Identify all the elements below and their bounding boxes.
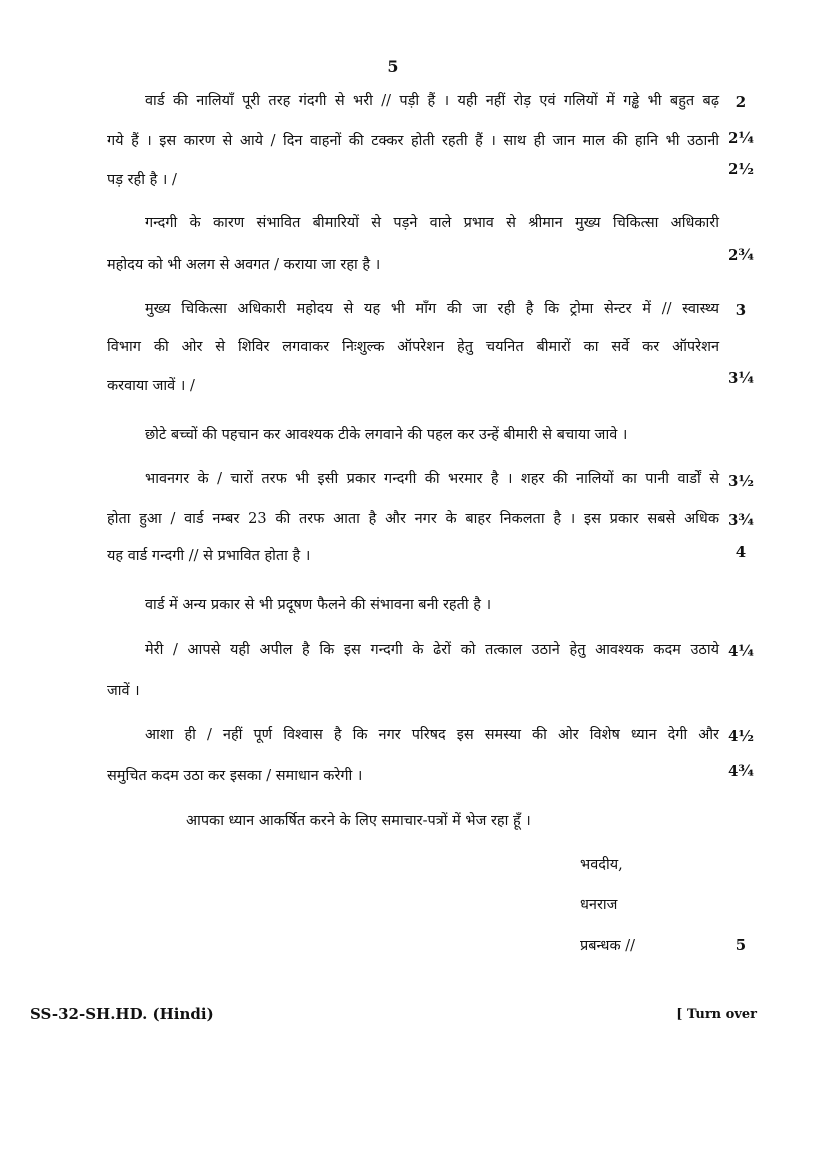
paragraph-1-line-1: वार्ड की नालियाँ पूरी तरह गंदगी से भरी // पड़ी हैं । यही नहीं रोड़ एवं गलियों में गड्ढे भी बहुत बढ़ [145,93,719,109]
paragraph-6-line-1: वार्ड में अन्य प्रकार से भी प्रदूषण फैलने की संभावना बनी रहती है । [145,597,492,613]
paragraph-3-line-1: मुख्य चिकित्सा अधिकारी महोदय से यह भी माँग की जा रही है कि ट्रोमा सेन्टर में // स्वास्थ्य [145,301,719,317]
mark: 3 [735,301,747,319]
paragraph-3-line-3: करवाया जावें । / [107,378,195,394]
paragraph-5-line-2: होता हुआ / वार्ड नम्बर 23 की तरफ आता है और नगर के बाहर निकलता है । इस प्रकार सबसे अधिक [107,511,719,527]
mark: 4¼ [727,642,755,660]
paragraph-3-line-2: विभाग की ओर से शिविर लगवाकर निःशुल्क ऑपरेशन हेतु चयनित बीमारों का सर्वे कर ऑपरेशन [107,339,719,355]
paragraph-1-line-3: पड़ रही है । / [107,172,177,188]
paragraph-2-line-1: गन्दगी के कारण संभावित बीमारियों से पड़ने वाले प्रभाव से श्रीमान मुख्य चिकित्सा अधिकारी [145,215,719,231]
paragraph-5-line-3: यह वार्ड गन्दगी // से प्रभावित होता है । [107,548,311,564]
paragraph-2-line-2: महोदय को भी अलग से अवगत / कराया जा रहा है । [107,257,381,273]
mark: 2 [735,93,747,111]
paragraph-9-line-1: आपका ध्यान आकर्षित करने के लिए समाचार-पत्रों में भेज रहा हूँ । [186,813,531,829]
page-number: 5 [387,57,399,76]
paragraph-8-line-2: समुचित कदम उठा कर इसका / समाधान करेगी । [107,768,363,784]
mark: 4½ [727,727,755,745]
signature-designation: प्रबन्धक // [580,938,635,954]
mark: 4¾ [727,762,755,780]
mark: 2¼ [727,129,755,147]
mark: 2¾ [727,246,755,264]
paragraph-1-line-2: गये हैं । इस कारण से आये / दिन वाहनों की टक्कर होती रहती हैं । साथ ही जान माल की हानि भी उठानी [107,133,719,149]
mark: 5 [735,936,747,954]
paragraph-4-line-1: छोटे बच्चों की पहचान कर आवश्यक टीके लगवाने की पहल कर उन्हें बीमारी से बचाया जावे । [145,427,628,443]
mark: 3¼ [727,369,755,387]
footer-turn-over: [ Turn over [676,1007,757,1022]
paragraph-5-line-1: भावनगर के / चारों तरफ भी इसी प्रकार गन्दगी की भरमार है । शहर की नालियों का पानी वार्डों से [145,471,719,487]
signature-name: धनराज [580,897,618,913]
signature-closing: भवदीय, [580,857,623,873]
mark: 4 [735,543,747,561]
paragraph-7-line-2: जावें । [107,683,140,699]
mark: 2½ [727,160,755,178]
mark: 3½ [727,472,755,490]
footer-paper-code: SS-32-SH.HD. (Hindi) [30,1005,214,1023]
mark: 3¾ [727,511,755,529]
paragraph-7-line-1: मेरी / आपसे यही अपील है कि इस गन्दगी के ढेरों को तत्काल उठाने हेतु आवश्यक कदम उठाये [145,642,719,658]
paragraph-8-line-1: आशा ही / नहीं पूर्ण विश्वास है कि नगर परिषद इस समस्या की ओर विशेष ध्यान देगी और [145,727,719,743]
